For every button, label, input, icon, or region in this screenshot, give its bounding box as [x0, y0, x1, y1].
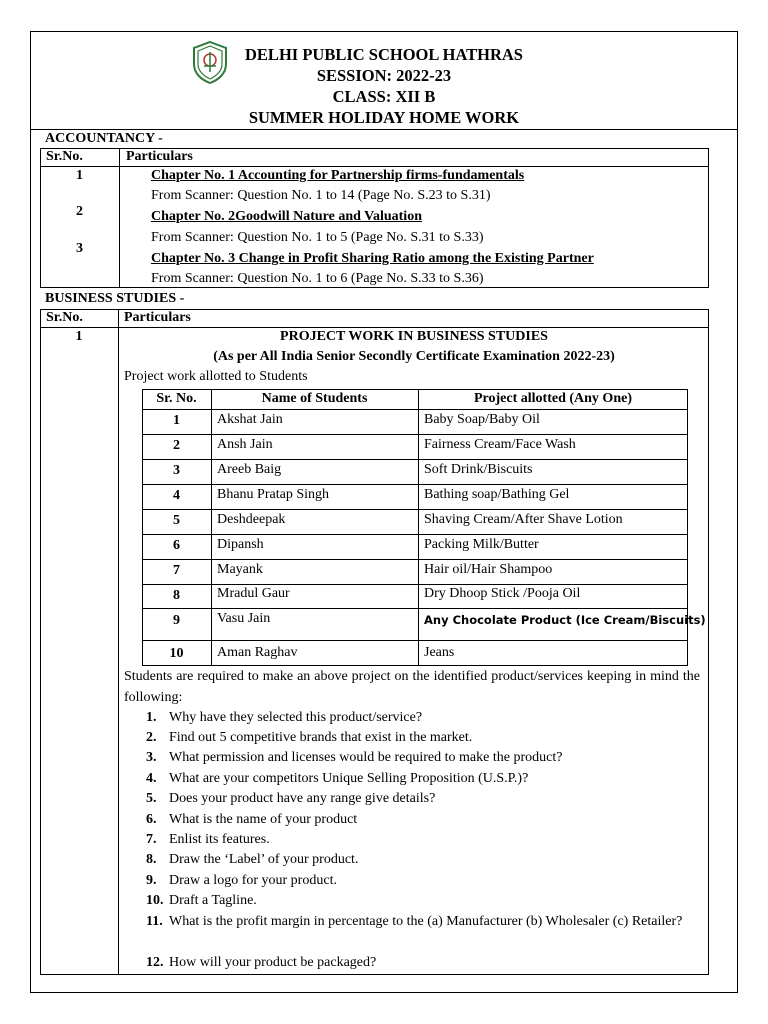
student-project: Any Chocolate Product (Ice Cream/Biscuits) — [424, 613, 706, 627]
question-number: 3. — [146, 750, 157, 765]
question-text: What is the name of your product — [169, 812, 358, 827]
student-name: Akshat Jain — [217, 412, 283, 427]
business-studies-label: BUSINESS STUDIES - — [45, 291, 185, 306]
table-divider — [142, 434, 688, 435]
question-text: What permission and licenses would be required to make the product? — [169, 750, 563, 765]
table-divider — [142, 640, 688, 641]
school-name: DELHI PUBLIC SCHOOL HATHRAS — [245, 45, 523, 64]
chapter-title: Chapter No. 1 Accounting for Partnership firms-fundamentals — [151, 168, 525, 183]
question-item — [146, 912, 700, 932]
question-item — [146, 708, 700, 728]
accountancy-sr: 3 — [76, 241, 83, 256]
student-project: Packing Milk/Butter — [424, 537, 539, 552]
chapter-detail: From Scanner: Question No. 1 to 5 (Page No. S.31 to S.33) — [151, 230, 484, 245]
student-sr: 4 — [173, 488, 180, 503]
question-text: Draw a logo for your product. — [169, 873, 337, 888]
student-sr: 6 — [173, 538, 180, 553]
question-number: 12. — [146, 955, 164, 970]
table-divider — [119, 148, 120, 288]
accountancy-sr: 1 — [76, 168, 83, 183]
question-number: 5. — [146, 791, 157, 806]
student-project: Bathing soap/Bathing Gel — [424, 487, 570, 502]
student-name: Aman Raghav — [217, 645, 298, 660]
session-line: SESSION: 2022-23 — [316, 66, 452, 85]
student-project: Soft Drink/Biscuits — [424, 462, 533, 477]
table-divider — [142, 559, 688, 560]
allotted-intro: Project work allotted to Students — [124, 369, 308, 384]
project-subtitle: (As per All India Senior Secondly Certificate Examination 2022-23) — [213, 349, 615, 364]
accountancy-label: ACCOUNTANCY - — [45, 131, 163, 146]
question-item — [146, 953, 700, 973]
student-name: Areeb Baig — [217, 462, 282, 477]
document-header — [30, 44, 738, 128]
question-item — [146, 810, 700, 830]
question-item — [146, 728, 700, 748]
question-number: 11. — [146, 914, 163, 929]
question-item — [146, 748, 700, 768]
student-sr: 1 — [173, 413, 180, 428]
chapter-detail: From Scanner: Question No. 1 to 6 (Page No. S.33 to S.36) — [151, 271, 484, 286]
question-number: 6. — [146, 812, 157, 827]
question-item — [146, 850, 700, 870]
chapter-detail: From Scanner: Question No. 1 to 14 (Page No. S.23 to S.31) — [151, 188, 491, 203]
student-name: Dipansh — [217, 537, 264, 552]
class-line: CLASS: XII B — [332, 87, 436, 106]
student-sr: 5 — [173, 513, 180, 528]
table-divider — [142, 409, 688, 410]
student-name: Vasu Jain — [217, 611, 271, 626]
students-header-project: Project allotted (Any One) — [474, 391, 632, 406]
question-text: What is the profit margin in percentage to the (a) Manufacturer (b) Wholesaler (c) Retailer? — [169, 914, 683, 929]
student-name: Deshdeepak — [217, 512, 286, 527]
student-name: Bhanu Pratap Singh — [217, 487, 329, 502]
question-text: What are your competitors Unique Selling Proposition (U.S.P.)? — [169, 771, 529, 786]
question-number: 10. — [146, 893, 164, 908]
table-divider — [211, 389, 212, 666]
question-number: 7. — [146, 832, 157, 847]
student-sr: 2 — [173, 438, 180, 453]
table-divider — [142, 534, 688, 535]
question-item — [146, 891, 700, 911]
accountancy-sr: 2 — [76, 204, 83, 219]
question-text: Find out 5 competitive brands that exist in the market. — [169, 730, 473, 745]
question-text: Draft a Tagline. — [169, 893, 257, 908]
question-number: 8. — [146, 852, 157, 867]
student-project: Jeans — [424, 645, 455, 660]
question-text: How will your product be packaged? — [169, 955, 377, 970]
student-project: Dry Dhoop Stick /Pooja Oil — [424, 586, 581, 601]
student-sr: 10 — [169, 646, 184, 661]
student-sr: 7 — [173, 563, 180, 578]
question-item — [146, 830, 700, 850]
table-divider — [142, 608, 688, 609]
column-header-srno: Sr.No. — [46, 149, 83, 164]
document-title: SUMMER HOLIDAY HOME WORK — [248, 108, 520, 127]
question-text: Why have they selected this product/service? — [169, 710, 423, 725]
table-divider — [142, 509, 688, 510]
question-number: 9. — [146, 873, 157, 888]
student-project: Fairness Cream/Face Wash — [424, 437, 576, 452]
student-project: Baby Soap/Baby Oil — [424, 412, 540, 427]
student-name: Mayank — [217, 562, 263, 577]
students-header-sr: Sr. No. — [156, 391, 197, 406]
question-number: 1. — [146, 710, 157, 725]
column-header-particulars: Particulars — [126, 149, 193, 164]
chapter-title: Chapter No. 2Goodwill Nature and Valuation — [151, 209, 422, 224]
student-name: Ansh Jain — [217, 437, 273, 452]
question-text: Does your product have any range give details? — [169, 791, 436, 806]
chapter-title: Chapter No. 3 Change in Profit Sharing Ratio among the Existing Partner — [151, 251, 594, 266]
question-item — [146, 769, 700, 789]
question-item — [146, 789, 700, 809]
question-number: 4. — [146, 771, 157, 786]
instructions-paragraph: Students are required to make an above project on the identified product/services keeping in mind the following: — [124, 669, 700, 705]
business-sr: 1 — [75, 329, 83, 344]
student-name: Mradul Gaur — [217, 586, 290, 601]
column-header-particulars: Particulars — [124, 310, 191, 325]
table-divider — [142, 484, 688, 485]
question-number: 2. — [146, 730, 157, 745]
question-text: Draw the ‘Label’ of your product. — [169, 852, 359, 867]
table-divider — [118, 309, 119, 975]
question-item — [146, 871, 700, 891]
student-sr: 8 — [173, 588, 180, 603]
student-project: Hair oil/Hair Shampoo — [424, 562, 553, 577]
student-project: Shaving Cream/After Shave Lotion — [424, 512, 623, 527]
students-header-name: Name of Students — [261, 391, 368, 406]
student-sr: 9 — [173, 613, 180, 628]
question-text: Enlist its features. — [169, 832, 270, 847]
project-title: PROJECT WORK IN BUSINESS STUDIES — [280, 329, 548, 344]
table-divider — [418, 389, 419, 666]
student-sr: 3 — [173, 463, 180, 478]
column-header-srno: Sr.No. — [46, 310, 83, 325]
table-divider — [142, 459, 688, 460]
